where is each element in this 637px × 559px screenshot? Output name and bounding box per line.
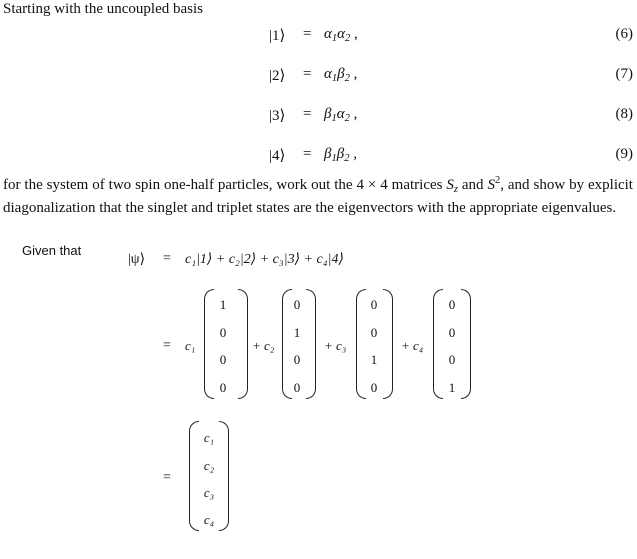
- right-paren: [219, 421, 229, 531]
- vector-entry: 0: [219, 325, 227, 340]
- equation-number: (7): [615, 66, 633, 82]
- vector-entry: 0: [448, 352, 456, 367]
- coefficient-c4: + c₄: [401, 338, 424, 353]
- vector-entry: 0: [448, 297, 456, 312]
- vector-entry: c₁: [203, 430, 215, 445]
- coefficient-c3: + c₃: [324, 338, 347, 353]
- vector-entry: 1: [219, 297, 227, 312]
- vector-entry: 0: [219, 380, 227, 395]
- equals-sign: =: [303, 146, 312, 162]
- equals-sign: =: [303, 106, 312, 122]
- equation-number: (6): [615, 26, 633, 42]
- vector-entry: c₂: [203, 458, 215, 473]
- coefficient-c2: + c₂: [252, 338, 275, 353]
- vector-entry: 0: [370, 380, 378, 395]
- vector-entry: 0: [219, 352, 227, 367]
- equals-sign: =: [163, 251, 171, 266]
- psi-expansion: c₁|1⟩ + c₂|2⟩ + c₃|3⟩ + c₄|4⟩: [185, 252, 344, 267]
- vector-entry: 0: [448, 325, 456, 340]
- ket: |1⟩: [269, 28, 286, 44]
- product-state: $\alpha_1\alpha_2$ ,: [324, 26, 358, 44]
- equation-number: (9): [615, 146, 633, 162]
- equals-sign: =: [163, 470, 171, 485]
- coefficient-c1: c₁: [185, 338, 196, 353]
- ket: |2⟩: [269, 68, 286, 84]
- product-state: $\beta_1\beta_2$ ,: [324, 146, 357, 164]
- equals-sign: =: [303, 26, 312, 42]
- given-label: Given that: [22, 243, 82, 258]
- product-state: $\beta_1\alpha_2$ ,: [324, 106, 358, 124]
- vector-entry: 1: [293, 325, 301, 340]
- vector-entry: c₃: [203, 485, 215, 500]
- equals-sign: =: [163, 338, 171, 353]
- vector-entry: 1: [448, 380, 456, 395]
- problem-statement: for the system of two spin one-half particles, work out the 4 × 4 matrices $S_z$ and $S^2$, and show by explicit diagonalization that the singlet and triplet states are the eigenvectors with the appropriate eigenvalues.: [3, 175, 633, 216]
- vector-entry: c₄: [203, 512, 215, 527]
- ket: |3⟩: [269, 108, 286, 124]
- product-state: $\alpha_1\beta_2$ ,: [324, 66, 358, 84]
- vector-entry: 0: [370, 325, 378, 340]
- equals-sign: =: [303, 66, 312, 82]
- psi-ket: |ψ⟩: [128, 252, 146, 267]
- left-paren: [189, 421, 199, 531]
- vector-entry: 0: [293, 297, 301, 312]
- vector-entry: 0: [370, 297, 378, 312]
- vector-entry: 0: [293, 380, 301, 395]
- vector-entry: 1: [370, 352, 378, 367]
- right-paren: [461, 289, 471, 399]
- vector-entry: 0: [293, 352, 301, 367]
- right-paren: [238, 289, 248, 399]
- right-paren: [306, 289, 316, 399]
- ket: |4⟩: [269, 148, 286, 164]
- equation-number: (8): [615, 106, 633, 122]
- right-paren: [383, 289, 393, 399]
- intro-text: Starting with the uncoupled basis: [3, 1, 203, 17]
